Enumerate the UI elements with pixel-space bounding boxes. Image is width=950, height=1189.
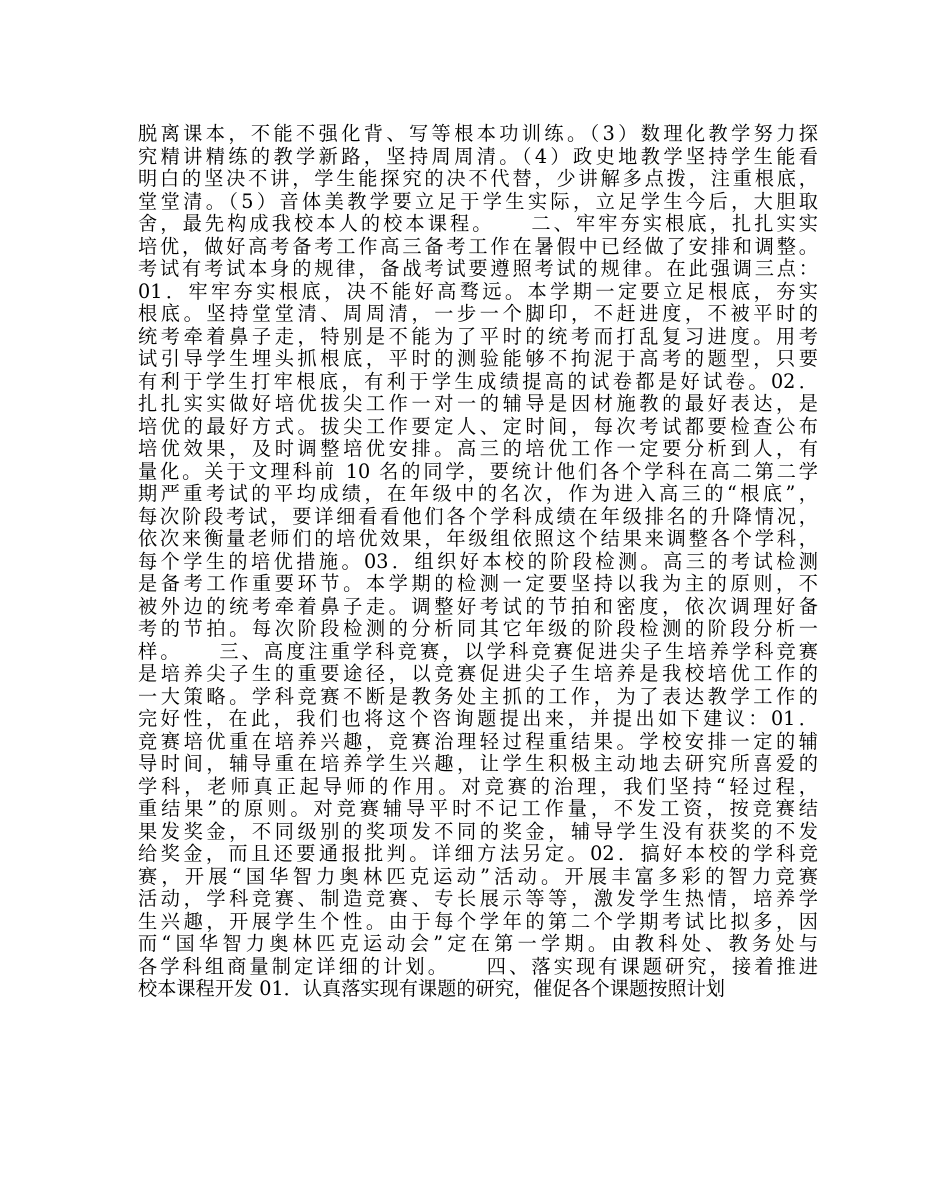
text-line: 生兴趣，开展学生个性。由于每个学年的第二个学期考试比拟多，因 bbox=[138, 910, 818, 933]
text-line: 竞赛培优重在培养兴趣，竞赛治理轻过程重结果。学校安排一定的辅 bbox=[138, 730, 818, 753]
text-line: 被外边的统考牵着鼻子走。调整好考试的节拍和密度，依次调理好备 bbox=[138, 595, 818, 618]
text-line: 完好性，在此，我们也将这个咨询题提出来，并提出如下建议：01． bbox=[138, 708, 818, 730]
text-line: 依次来衡量老师们的培优效果，年级组依照这个结果来调整各个学科， bbox=[138, 528, 818, 550]
text-line: 培优的最好方式。拔尖工作要定人、定时间，每次考试都要检查公布 bbox=[138, 415, 818, 438]
text-line: 一大策略。学科竞赛不断是教务处主抓的工作，为了表达教学工作的 bbox=[138, 685, 818, 708]
text-line: 脱离课本，不能不强化背、写等根本功训练。（3）数理化教学努力探 bbox=[138, 123, 818, 145]
text-line: 重结果”的原则。对竞赛辅导平时不记工作量，不发工资，按竞赛结 bbox=[138, 798, 818, 820]
text-line: 活动，学科竞赛、制造竞赛、专长展示等等，激发学生热情，培养学 bbox=[138, 888, 818, 910]
text-line: 明白的坚决不讲，学生能探究的决不代替，少讲解多点拨，注重根底， bbox=[138, 168, 818, 190]
text-line: 扎扎实实做好培优拔尖工作一对一的辅导是因材施教的最好表达，是 bbox=[138, 393, 818, 415]
text-line: 培优，做好高考备考工作高三备考工作在暑假中已经做了安排和调整。 bbox=[138, 235, 818, 258]
text-line: 舍，最先构成我校本人的校本课程。 二、牢牢夯实根底，扎扎实实 bbox=[138, 213, 818, 235]
text-line: 学科，老师真正起导师的作用。对竞赛的治理，我们坚持“轻过程， bbox=[138, 775, 818, 798]
text-line: 究精讲精练的教学新路，坚持周周清。（4）政史地教学坚持学生能看 bbox=[138, 145, 818, 168]
text-line: 导时间，辅导重在培养学生兴趣，让学生积极主动地去研究所喜爱的 bbox=[138, 753, 818, 775]
text-line: 考的节拍。每次阶段检测的分析同其它年级的阶段检测的阶段分析一 bbox=[138, 618, 818, 640]
text-line: 有利于学生打牢根底，有利于学生成绩提高的试卷都是好试卷。02． bbox=[138, 370, 818, 393]
text-line: 堂堂清。（5）音体美教学要立足于学生实际，立足学生今后，大胆取 bbox=[138, 190, 818, 213]
text-line: 培优效果，及时调整培优安排。高三的培优工作一定要分析到人，有 bbox=[138, 438, 818, 460]
text-line: 而“国华智力奥林匹克运动会”定在第一学期。由教科处、教务处与 bbox=[138, 933, 818, 955]
text-line: 量化。关于文理科前 10 名的同学，要统计他们各个学科在高二第二学 bbox=[138, 460, 818, 483]
text-line: 期严重考试的平均成绩，在年级中的名次，作为进入高三的“根底”， bbox=[138, 483, 818, 505]
text-line: 考试有考试本身的规律，备战考试要遵照考试的规律。在此强调三点： bbox=[138, 258, 818, 280]
text-line: 试引导学生埋头抓根底，平时的测验能够不拘泥于高考的题型，只要 bbox=[138, 348, 818, 370]
text-line: 样。 三、高度注重学科竞赛，以学科竞赛促进尖子生培养学科竞赛 bbox=[138, 640, 818, 663]
body-text bbox=[138, 123, 818, 1001]
text-line: 每次阶段考试，要详细看看他们各个学科成绩在年级排名的升降情况， bbox=[138, 505, 818, 528]
text-line: 给奖金，而且还要通报批判。详细方法另定。02．搞好本校的学科竞 bbox=[138, 843, 818, 865]
text-line: 是备考工作重要环节。本学期的检测一定要坚持以我为主的原则，不 bbox=[138, 573, 818, 595]
text-line: 果发奖金，不同级别的奖项发不同的奖金，辅导学生没有获奖的不发 bbox=[138, 820, 818, 843]
text-line: 赛，开展“国华智力奥林匹克运动”活动。开展丰富多彩的智力竞赛 bbox=[138, 865, 818, 888]
text-line: 根底。坚持堂堂清、周周清，一步一个脚印，不赶进度，不被平时的 bbox=[138, 303, 818, 325]
text-line: 各学科组商量制定详细的计划。 四、落实现有课题研究，接着推进 bbox=[138, 955, 818, 978]
text-line: 校本课程开发 01．认真落实现有课题的研究，催促各个课题按照计划 bbox=[138, 978, 725, 1000]
text-line: 01．牢牢夯实根底，决不能好高骛远。本学期一定要立足根底，夯实 bbox=[138, 280, 818, 303]
text-line: 是培养尖子生的重要途径，以竞赛促进尖子生培养是我校培优工作的 bbox=[138, 663, 818, 685]
text-line: 每个学生的培优措施。03．组织好本校的阶段检测。高三的考试检测 bbox=[138, 550, 818, 573]
text-line: 统考牵着鼻子走，特别是不能为了平时的统考而打乱复习进度。用考 bbox=[138, 325, 818, 348]
